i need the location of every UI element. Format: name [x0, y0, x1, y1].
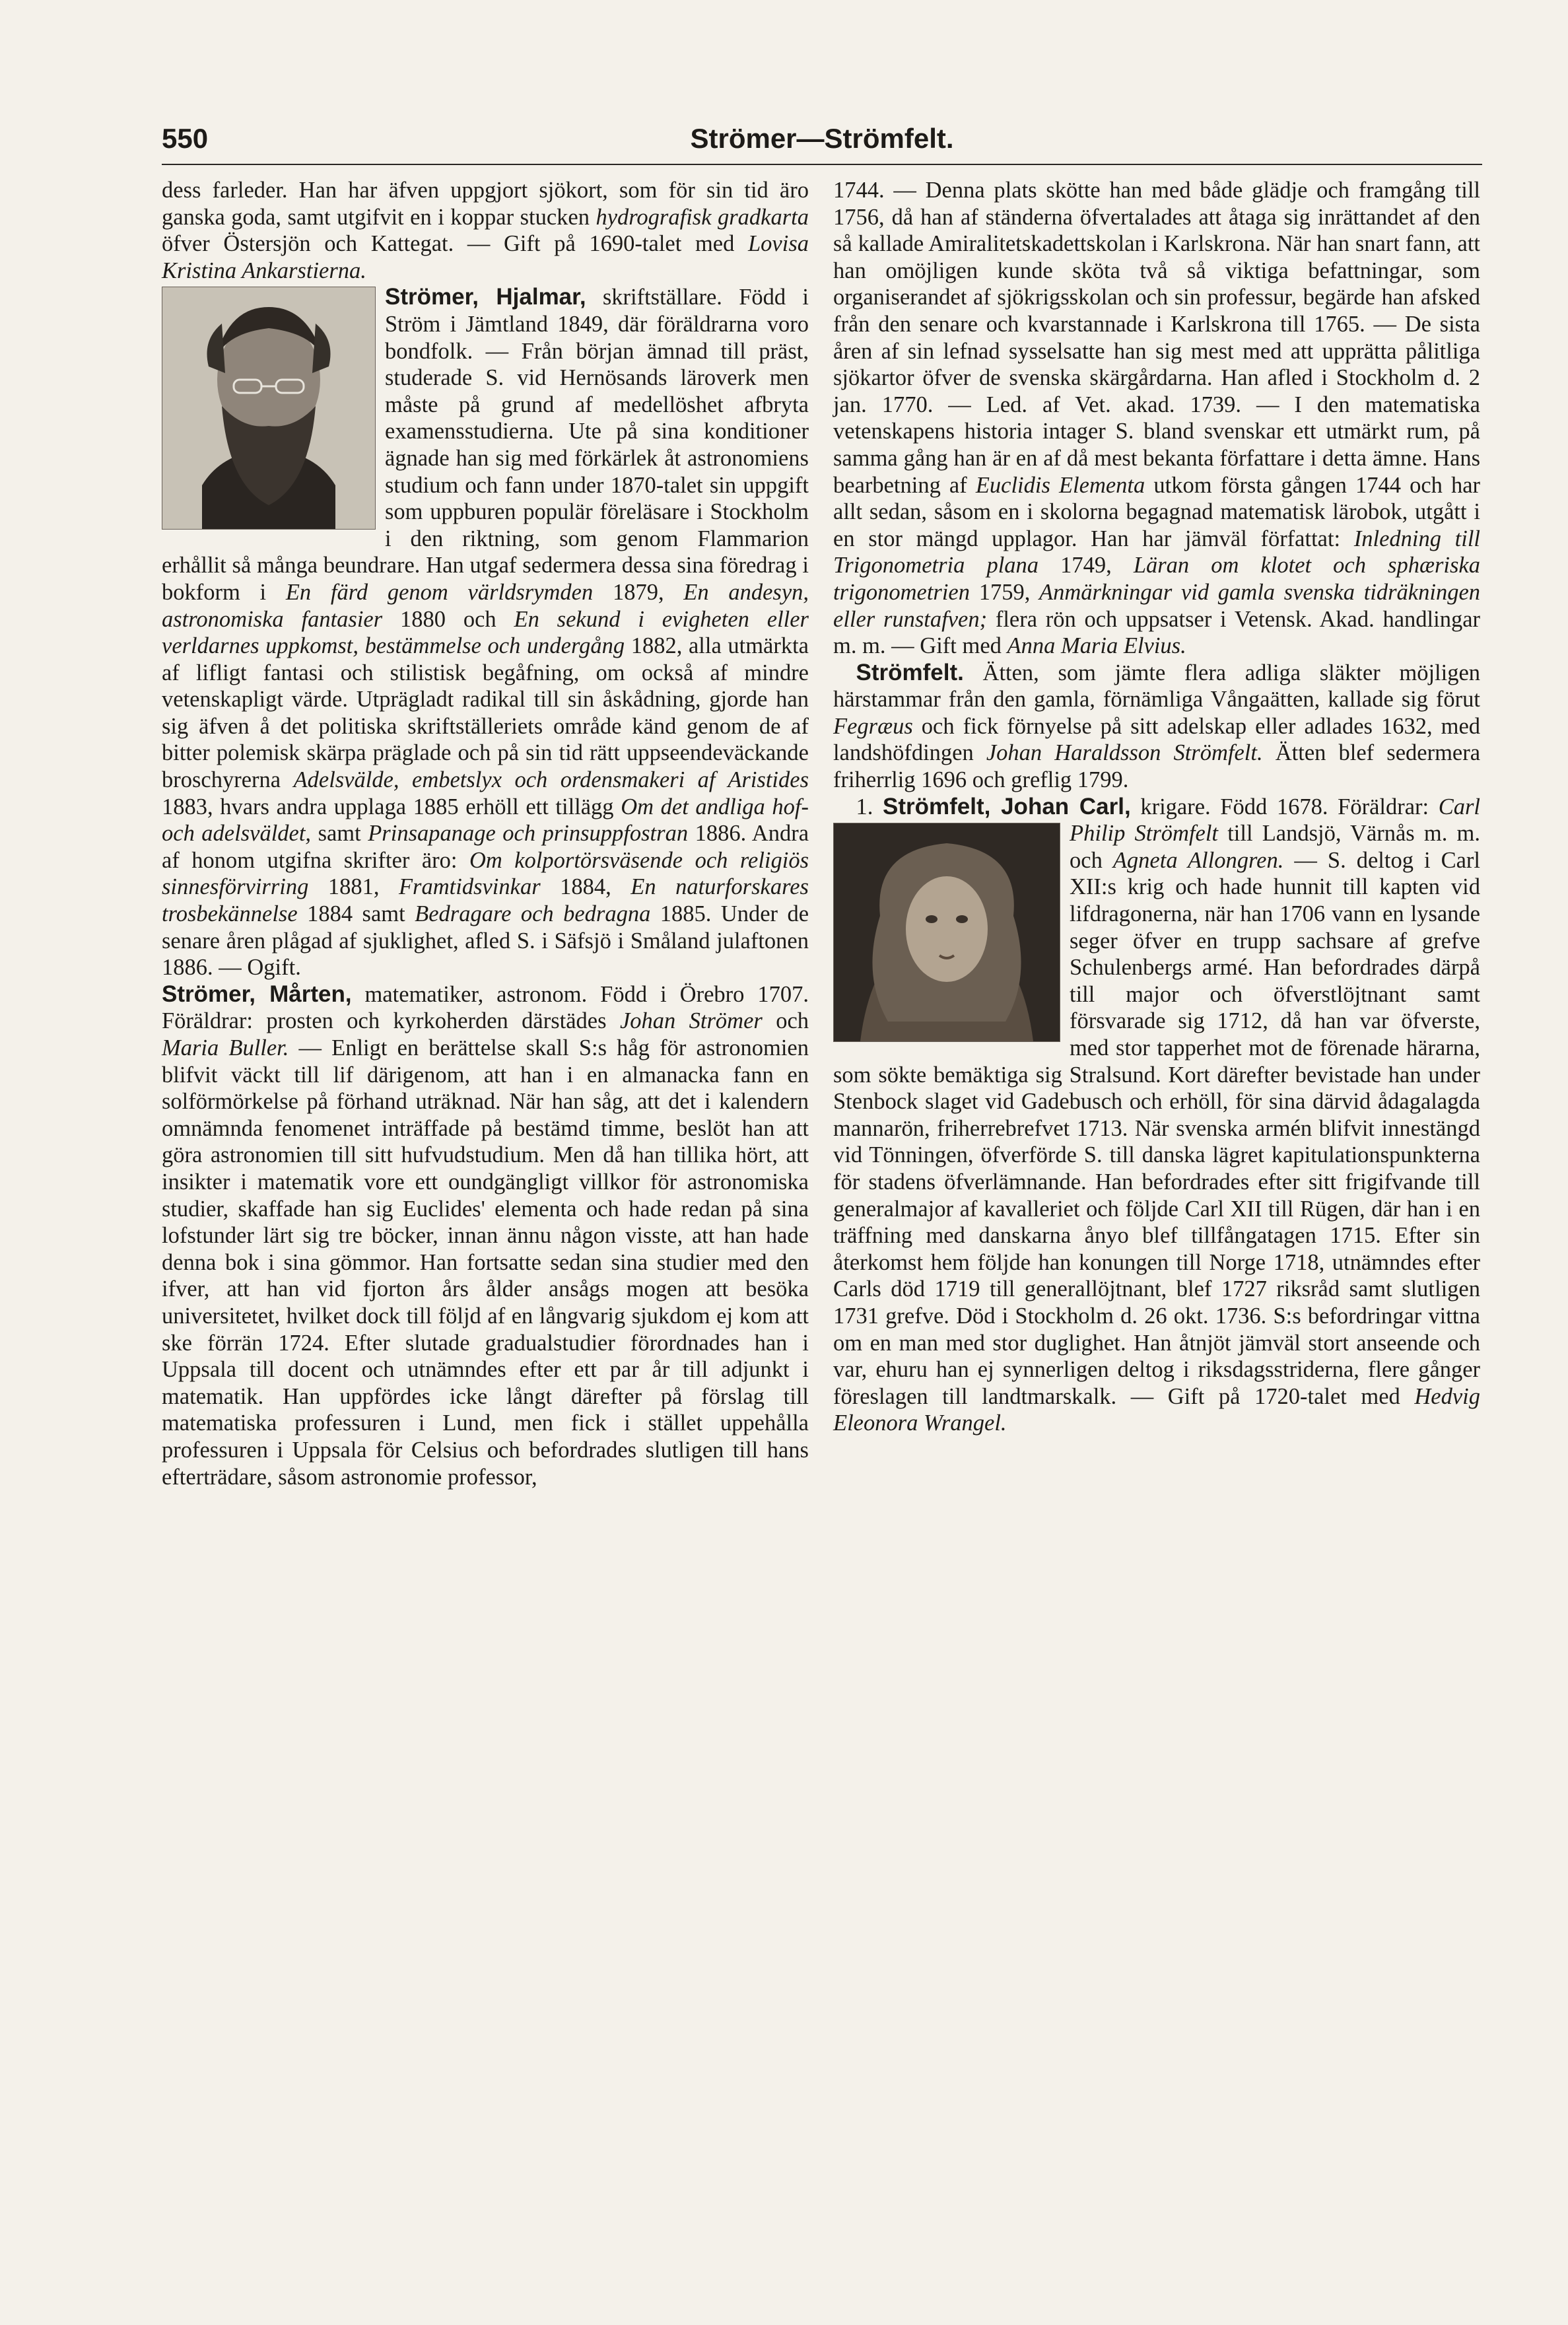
header-rule	[162, 164, 1482, 165]
page-header	[162, 118, 1482, 164]
running-head: Strömer—Strömfelt.	[690, 123, 954, 154]
headword: Strömfelt.	[856, 659, 964, 685]
entry-johan-carl-stromfelt: 1. Strömfelt, Johan Carl, krigare. Född 1678. Föräldrar: Carl Philip Strömfelt till Landsjö, Värnås m. m. och Agneta Allongren. — S. deltog i Carl XII:s krig och hade hunnit till kapten vid lifdragonerna, när han 1706 vann en lysande seger öfver en trupp sachsare af grefve Schulenbergs armé. Han befordrades därpå till major och öfverstlöjtnant samt försvarade sig 1712, då han var öfverste, med stor tapperhet mot de förenade härarna, som sökte bemäktiga sig Stralsund. Kort därefter bevistade han under Stenbock slaget vid Gadebusch och erhöll, för sina därvid ådagalagda mannarön, friherrebrefvet 1713. När svenska armén blifvit innestängd vid Tönningen, öfverförde S. till danska lägret kapitulationspunkterna för stadens öfverlämnande. Han befordrades efter sitt frigifvande till generalmajor af kavalleriet och följde Carl XII till Rügen, där han i en träffning med danskarna ånyo blef tillfångatagen 1715. Efter sin återkomst hem följde han konungen till Norge 1718, utnämndes efter Carls död 1719 till generallöjtnant, blef 1727 riksråd samt slutligen 1731 grefve. Död i Stockholm d. 26 okt. 1736. S:s befordringar vittna om en man med stor duglighet. Han åtnjöt jämväl stort anseende och var, ehuru han ej synnerligen deltog i riksdagsstriderna, flere gånger föreslagen till landtmarskalk. — Gift på 1720-talet med Hedvig Eleonora Wrangel.	[833, 793, 1481, 1436]
portrait-johan-carl-stromfelt	[833, 823, 1060, 1042]
right-column	[833, 177, 1480, 1437]
portrait-hjalmar-stromer	[162, 287, 376, 530]
headword: Strömer, Mårten,	[162, 981, 352, 1007]
headword: Strömfelt, Johan Carl,	[883, 793, 1131, 819]
left-column	[162, 177, 809, 1490]
entry-stromfelt-family: Strömfelt. Ätten, som jämte flera adliga släkter möjligen härstammar från den gamla, förnämliga Vångaätten, kallade sig förut Fegræus och fick förnyelse på sitt adelskap eller adlades 1632, med landshöfdingen Johan Haraldsson Strömfelt. Ätten blef sedermera friherrlig 1696 och greflig 1799.	[833, 659, 1481, 793]
entry-marten-stromer: Strömer, Mårten, matematiker, astronom. Född i Örebro 1707. Föräldrar: prosten och kyrkoherden därstädes Johan Strömer och Maria Buller. — Enligt en berättelse skall S:s håg för astronomien blifvit väckt till lif därigenom, att han i en almanacka fann en solförmörkelse på förhand uträknad. När han såg, att det i kalendern omnämnda fenomenet inträffade på bestämd timme, beslöt han att göra astronomien till sitt hufvudstudium. Men då han tillika hört, att insikter i matematik vore ett oundgängligt villkor för astronomiska studier, skaffade han sig Euclides' elementa och hade redan på sina lofstunder lärt sig tre böcker, innan ännu någon visste, att han hade denna bok i sina gömmor. Han fortsatte sedan sina studier med den ifver, att han vid fjorton års ålder ansågs mogen att besöka universitetet, hvilket dock till följd af en långvarig sjukdom ej kom att ske förrän 1724. Efter slutade gradualstudier förordnades han i Uppsala till docent och utnämndes efter ett par år till adjunkt i matematik. Han uppfördes icke långt därefter på förslag till matematiska professuren i Lund, men fick i stället uppehålla professuren i Uppsala för Celsius och befordrades slutligen till hans efterträdare, såsom astronomie professor,	[162, 981, 809, 1490]
entry-number: 1.	[856, 794, 873, 819]
entry-hjalmar-stromer: Strömer, Hjalmar, skriftställare. Född i Ström i Jämtland 1849, där föräldrarna voro bondfolk. — Från början ämnad till präst, studerade S. vid Hernösands läroverk men måste på grund af medellöshet afbryta examensstudierna. Ute på sina konditioner ägnade han sig med förkärlek åt astronomiens studium och fann under 1870-talet sin uppgift som uppburen populär föreläsare i Stockholm i den riktning, som genom Flammarion erhållit så många beundrare. Han utgaf sedermera dessa sina föredrag i bokform i En färd genom världsrymden 1879, En andesyn, astronomiska fantasier 1880 och En sekund i evigheten eller verldarnes uppkomst, bestämmelse och undergång 1882, alla utmärkta af lifligt fantasi och stilistisk begåfning, om också af mindre vetenskapligt värde. Utprägladt radikal till sin åskådning, gjorde han sig äfven å det politiska skriftställeriets område känd genom de af bitter polemisk skärpa präglade och på sin tid rätt uppseendeväckande broschyrerna Adelsvälde, embetslyx och ordensmakeri af Aristides 1883, hvars andra upplaga 1885 erhöll ett tillägg Om det andliga hof- och adelsväldet, samt Prinsapanage och prinsuppfostran 1886. Andra af honom utgifna skrifter äro: Om kolportörsväsende och religiös sinnesförvirring 1881, Framtidsvinkar 1884, En naturforskares trosbekännelse 1884 samt Bedragare och bedragna 1885. Under de senare åren plågad af sjuklighet, afled S. i Säfsjö i Småland julaftonen 1886. — Ogift.	[162, 284, 809, 981]
entry-continuation: dess farleder. Han har äfven uppgjort sjökort, som för sin tid äro ganska goda, samt utgifvit en i koppar stucken hydrografisk gradkarta öfver Östersjön och Kattegat. — Gift på 1690-talet med Lovisa Kristina Ankarstierna.	[162, 178, 809, 283]
page-number: 550	[162, 123, 209, 154]
entry-marten-stromer-continued: 1744. — Denna plats skötte han med både glädje och framgång till 1756, då han af ständerna öfvertalades att åtaga sig inrättandet af den så kallade Amiralitetskadettskolan i Karlskrona. När han snart fann, att han omöjligen kunde sköta två så viktiga befattningar, som organiserandet af sjökrigsskolan och sin professur, begärde han afsked från den senare och kvarstannade i Karlskrona till 1765. — De sista åren af sin lefnad sysselsatte han sig mest med att upprätta pålitliga sjökartor öfver de svenska skärgårdarna. Han afled i Stockholm d. 2 jan. 1770. — Led. af Vet. akad. 1739. — I den matematiska vetenskapens historia intager S. bland svenskar ett utmärkt rum, på samma gång han är en af då mest bekanta författare i detta ämne. Hans bearbetning af Euclidis Elementa utkom första gången 1744 och har allt sedan, såsom en i skolorna begagnad matematisk lärobok, utgått i en stor mängd upplagor. Han har jämväl författat: Inledning till Trigonometria plana 1749, Läran om klotet och sphæriska trigonometrien 1759, Anmärkningar vid gamla svenska tidräkningen eller runstafven; flera rön och uppsatser i Vetensk. Akad. handlingar m. m. — Gift med Anna Maria Elvius.	[833, 178, 1481, 659]
headword: Strömer, Hjalmar,	[385, 284, 586, 310]
